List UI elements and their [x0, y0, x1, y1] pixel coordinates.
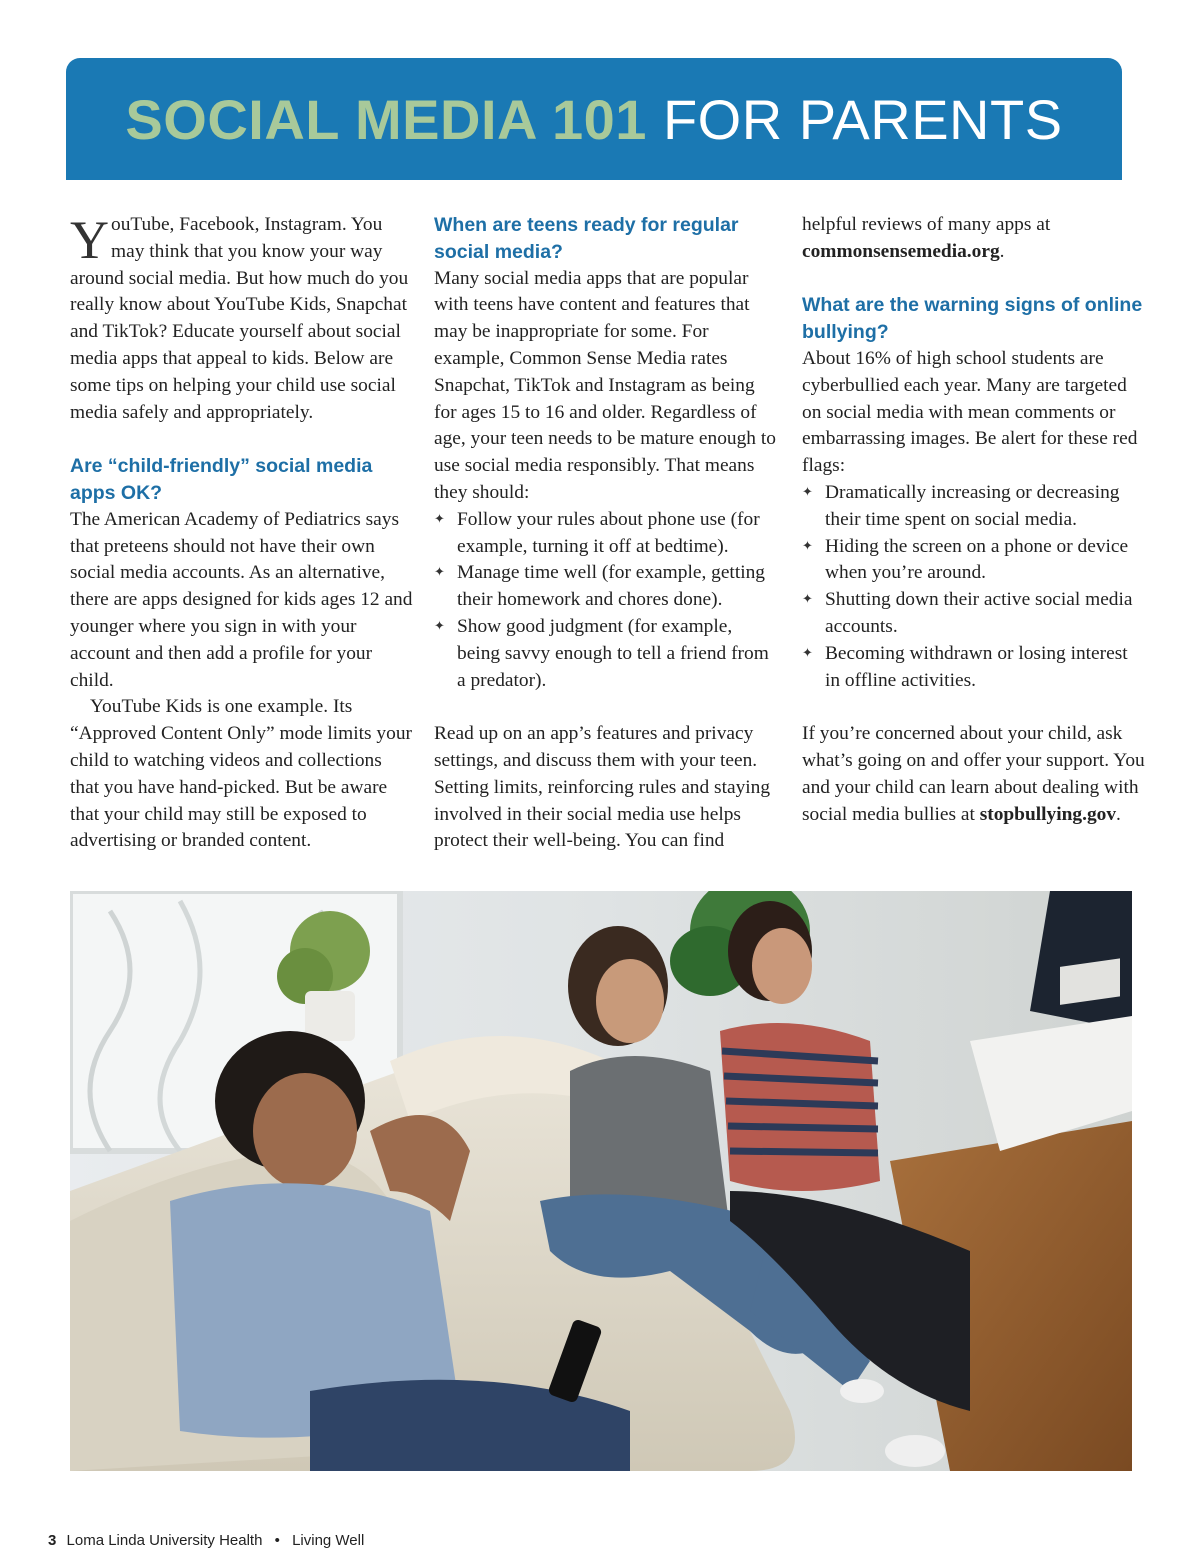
- commonsensemedia-link[interactable]: commonsensemedia.org: [802, 240, 1000, 262]
- drop-cap: Y: [70, 210, 109, 270]
- article-column-2: [434, 212, 779, 855]
- article-column-1: [70, 212, 415, 855]
- page-title: [125, 87, 1062, 152]
- bullet-icon: ✦: [802, 645, 813, 661]
- body-paragraph: If you’re concerned about your child, ask what’s going on and offer your support. You and your child can learn about dealing with social media bullies at stopbullying.gov.: [802, 723, 1145, 825]
- title-banner: [66, 58, 1122, 180]
- section-heading-warning-signs: What are the warning signs of online bullying?: [802, 294, 1143, 344]
- publisher-name: Loma Linda University Health: [66, 1532, 263, 1549]
- section-heading-child-friendly: Are “child-friendly” social media apps OK?: [70, 455, 373, 504]
- body-paragraph: Many social media apps that are popular with teens have content and features that may be inappropriate for some. For example, Common Sense Media rates Snapchat, TikTok and Instagram as being for ages 15 to 16 and older. Regardless of age, your teen needs to be mature enough to use social media responsibly. That means they should:: [434, 267, 776, 503]
- list-item: ✦ Follow your rules about phone use (for example, turning it off at bedtime).: [434, 508, 760, 557]
- list-item: ✦ Manage time well (for example, getting their homework and chores done).: [434, 562, 765, 611]
- bullet-icon: ✦: [434, 618, 445, 634]
- article-column-3: [802, 212, 1147, 828]
- page-footer: [48, 1532, 364, 1549]
- list-item: ✦ Dramatically increasing or decreasing their time spent on social media.: [802, 481, 1120, 530]
- footer-separator: •: [274, 1532, 280, 1549]
- body-paragraph: About 16% of high school students are cyberbullied each year. Many are targeted on social media with mean comments or embarrassing images. Be alert for these red flags:: [802, 347, 1138, 477]
- page-number: 3: [48, 1532, 57, 1549]
- list-item: ✦ Shutting down their active social media accounts.: [802, 589, 1133, 637]
- bullet-list: [434, 507, 779, 695]
- publication-name: Living Well: [292, 1532, 365, 1549]
- list-item: ✦ Show good judgment (for example, being savvy enough to tell a friend from a predator).: [434, 615, 769, 691]
- bullet-icon: ✦: [434, 565, 445, 581]
- intro-paragraph: [70, 212, 415, 426]
- list-item: ✦ Hiding the screen on a phone or device when you’re around.: [802, 535, 1129, 584]
- list-item: ✦ Becoming withdrawn or losing interest in offline activities.: [802, 642, 1128, 691]
- bullet-icon: ✦: [434, 511, 445, 527]
- page-title-part2: FOR PARENTS: [662, 87, 1063, 151]
- family-photo-illustration: [70, 891, 1132, 1471]
- bullet-icon: ✦: [802, 484, 813, 500]
- section-heading-teens-ready: When are teens ready for regular social media?: [434, 214, 739, 263]
- bullet-icon: ✦: [802, 538, 813, 554]
- body-paragraph: YouTube Kids is one example. Its “Approved Content Only” mode limits your child to watching videos and collections that you have hand-picked. But be aware that your child may still be exposed to advertising or branded content.: [70, 696, 412, 852]
- bullet-list: [802, 480, 1147, 694]
- family-photo: [70, 891, 1132, 1471]
- body-paragraph: Read up on an app’s features and privacy settings, and discuss them with your teen. Setting limits, reinforcing rules and staying involved in their social media use helps protect their well-being. You can find: [434, 723, 771, 852]
- stopbullying-link[interactable]: stopbullying.gov: [979, 803, 1117, 825]
- bullet-icon: ✦: [802, 592, 813, 608]
- body-paragraph: The American Academy of Pediatrics says that preteens should not have their own social media accounts. As an alternative, there are apps designed for kids ages 12 and younger where you sign in with your account and then add a profile for your child.: [70, 508, 413, 691]
- page-title-part1: SOCIAL MEDIA 101: [125, 87, 647, 151]
- intro-text: ouTube, Facebook, Instagram. You may think that you know your way around social media. But how much do you really know about YouTube Kids, Snapchat and TikTok? Educate yourself about social media apps that appeal to kids. Below are some tips on helping your child use social media safely and appropriately.: [70, 214, 409, 423]
- body-paragraph: helpful reviews of many apps at commonsensemedia.org.: [802, 214, 1051, 262]
